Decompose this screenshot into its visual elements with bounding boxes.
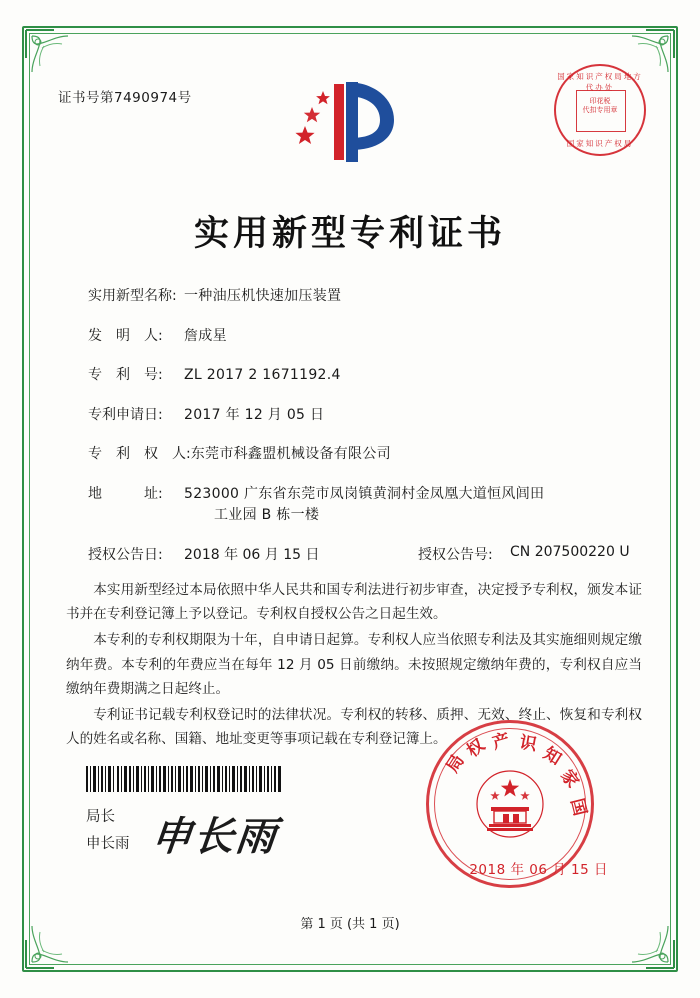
seal-top-line2: 代扣专用章 — [582, 105, 618, 114]
sipo-logo-icon — [290, 74, 410, 166]
field-value: 东莞市科鑫盟机械设备有限公司 — [190, 446, 391, 462]
grant-number-label: 授权公告号: — [418, 547, 493, 563]
field-row-inventor — [88, 326, 642, 347]
page-title: 实用新型专利证书 — [193, 214, 506, 254]
tax-stamp-seal — [554, 64, 646, 156]
field-row-address — [88, 484, 642, 526]
page-footer: 第 1 页 (共 1 页) — [300, 917, 400, 932]
seal-char: 知 — [539, 743, 565, 770]
seal-char: 产 — [490, 729, 513, 754]
paragraph-2: 本专利的专利权期限为十年，自申请日起算。专利权人应当依照专利法及其实施细则规定缴纳年费。本专利的年费应当在每年 12 月 05 日前缴纳。未按照规定缴纳年费的，专利权自应当缴纳年费期满之日起终止。 — [66, 632, 642, 697]
field-value-line2: 工业园 B 栋一楼 — [214, 506, 320, 523]
signature-role: 局长 — [86, 809, 115, 826]
field-label: 专 利 权 人: — [88, 446, 191, 462]
field-value: 523000 广东省东莞市凤岗镇黄洞村金凤凰大道恒风闾田 — [184, 485, 545, 502]
field-label: 专 利 号: — [88, 367, 163, 383]
field-list — [88, 286, 642, 570]
field-value: 詹成星 — [184, 327, 227, 344]
signature-block — [86, 804, 130, 858]
certificate-content — [48, 58, 652, 940]
certificate-number: 证书号第7490974号 — [58, 90, 192, 106]
grant-number-value: CN 207500220 U — [510, 544, 630, 560]
seal-bottom-arc-text: 国家知识产权局 — [566, 139, 634, 148]
seal-char: 识 — [517, 732, 539, 756]
patent-barcode — [86, 766, 282, 792]
paragraph-3: 专利证书记载专利权登记时的法律状况。专利权的转移、质押、无效、终止、恢复和专利权人的姓名或名称、国籍、地址变更等事项记载在专利登记簿上。 — [66, 706, 642, 748]
field-row-grant — [88, 544, 642, 564]
grant-date-value: 2018 年 06 月 15 日 — [184, 547, 320, 563]
field-label: 发 明 人: — [88, 327, 163, 344]
field-row-application-date — [88, 405, 642, 426]
seal-char: 局 — [442, 751, 469, 777]
seal-char: 家 — [556, 766, 583, 792]
national-emblem-icon — [473, 767, 547, 841]
grant-date-label: 授权公告日: — [88, 547, 163, 563]
seal-top-arc-text: 国家知识产权局地方代办处 — [557, 72, 643, 92]
handwritten-signature: 申长雨 — [149, 813, 281, 860]
field-row-patent-number — [88, 365, 642, 386]
field-label: 实用新型名称: — [88, 288, 177, 304]
seal-char: 权 — [463, 735, 489, 762]
field-label: 地 址: — [88, 485, 163, 502]
signature-name: 申长雨 — [86, 836, 130, 853]
field-row-name — [88, 286, 642, 307]
field-row-patentee — [88, 444, 642, 465]
paragraph-1: 本实用新型经过本局依照中华人民共和国专利法进行初步审查，决定授予专利权，颁发本证书并在专利登记簿上予以登记。专利权自授权公告之日起生效。 — [66, 582, 642, 623]
field-value: ZL 2017 2 1671192.4 — [184, 367, 341, 383]
field-value: 2017 年 12 月 05 日 — [184, 406, 325, 423]
field-label: 专利申请日: — [88, 406, 163, 423]
seal-top-line1: 印花税 — [589, 97, 611, 105]
field-value: 一种油压机快速加压装置 — [184, 288, 342, 304]
seal-char: 国 — [566, 796, 590, 818]
seal-date: 2018 年 06 月 15 日 — [469, 862, 608, 878]
